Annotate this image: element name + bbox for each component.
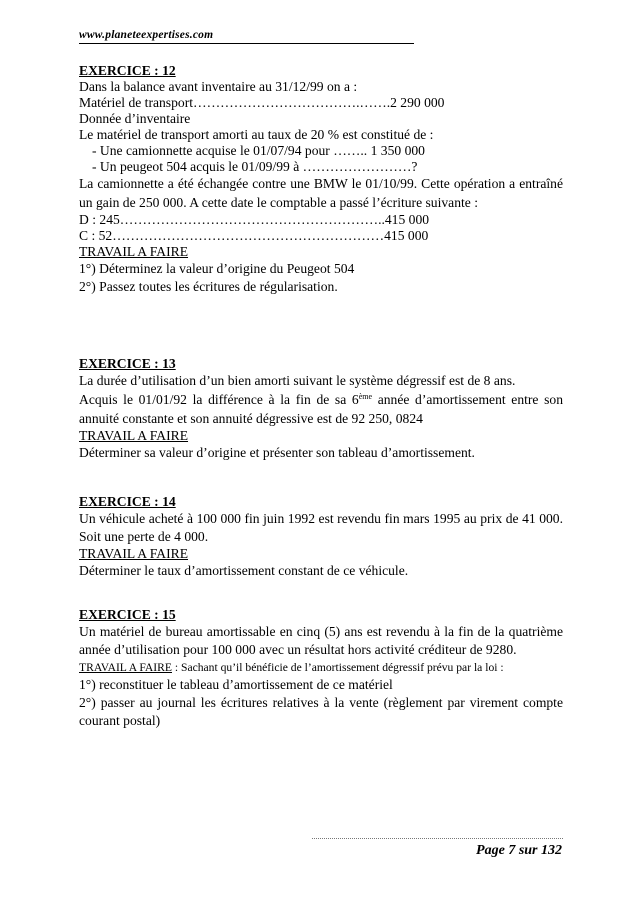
question: Déterminer sa valeur d’origine et présenter son tableau d’amortissement. [79, 445, 475, 460]
paragraph: Un matériel de bureau amortissable en cinq (5) ans est revendu à la fin de la quatrième année d’utilisation pour 100 000 avec un résultat hors activité créditeur de 9280. [79, 624, 563, 657]
question: 2°) Passez toutes les écritures de régularisation. [79, 279, 338, 294]
question: 2°) passer au journal les écritures relatives à la vente (règlement par virement compte courant postal) [79, 695, 563, 728]
exercise-title: EXERCICE : 13 [79, 356, 176, 371]
question: 1°) reconstituer le tableau d’amortissement de ce matériel [79, 677, 393, 692]
list-item: - Une camionnette acquise le 01/07/94 pour …….. 1 350 000 [92, 143, 425, 158]
text-line: Le matériel de transport amorti au taux de 20 % est constitué de : [79, 127, 434, 142]
exercise-12 [79, 63, 563, 296]
exercise-14 [79, 494, 563, 580]
work-instructions: : Sachant qu’il bénéficie de l’amortissement dégressif prévu par la loi : [171, 661, 504, 674]
exercise-13 [79, 356, 563, 462]
paragraph: Un véhicule acheté à 100 000 fin juin 1992 est revendu fin mars 1995 au prix de 41 000. Soit une perte de 4 000. [79, 511, 563, 544]
site-header: www.planeteexpertises.com [79, 29, 414, 44]
text-line: Dans la balance avant inventaire au 31/12/99 on a : [79, 79, 358, 94]
page-number: Page 7 sur 132 [476, 843, 562, 858]
work-heading: TRAVAIL A FAIRE [79, 546, 189, 561]
text-fragment: Acquis le 01/01/92 la différence à la fin de sa 6 [79, 392, 359, 407]
exercise-15 [79, 607, 563, 730]
question: 1°) Déterminez la valeur d’origine du Peugeot 504 [79, 261, 355, 276]
superscript: ème [358, 392, 373, 401]
text-fragment: année d’amortissement entre son annuité constante et son annuité dégressive est de 92 250, 0824 [79, 392, 563, 426]
work-line [79, 659, 563, 676]
paragraph: La camionnette a été échangée contre une BMW le 01/10/99. Cette opération a entraîné un gain de 250 000. A cette date le comptable a passé l’écriture suivante : [79, 176, 563, 210]
question: Déterminer le taux d’amortissement constant de ce véhicule. [79, 563, 409, 578]
work-heading: TRAVAIL A FAIRE [79, 428, 189, 443]
exercise-title: EXERCICE : 14 [79, 494, 176, 509]
list-item: - Un peugeot 504 acquis le 01/09/99 à ……………………? [92, 159, 418, 174]
entry-credit: C : 52……………………………………………………415 000 [79, 228, 429, 243]
text-line: Donnée d’inventaire [79, 111, 191, 126]
footer-divider [312, 838, 563, 839]
text-line: La durée d’utilisation d’un bien amorti suivant le système dégressif est de 8 ans. [79, 373, 516, 388]
exercise-title: EXERCICE : 12 [79, 63, 176, 78]
work-heading: TRAVAIL A FAIRE [79, 244, 189, 259]
paragraph [79, 390, 563, 428]
text-line: Matériel de transport……………………………….…….2 290 000 [79, 95, 445, 110]
work-heading: TRAVAIL A FAIRE [79, 661, 172, 674]
exercise-title: EXERCICE : 15 [79, 607, 176, 622]
entry-debit: D : 245…………………………………………………..415 000 [79, 212, 430, 227]
